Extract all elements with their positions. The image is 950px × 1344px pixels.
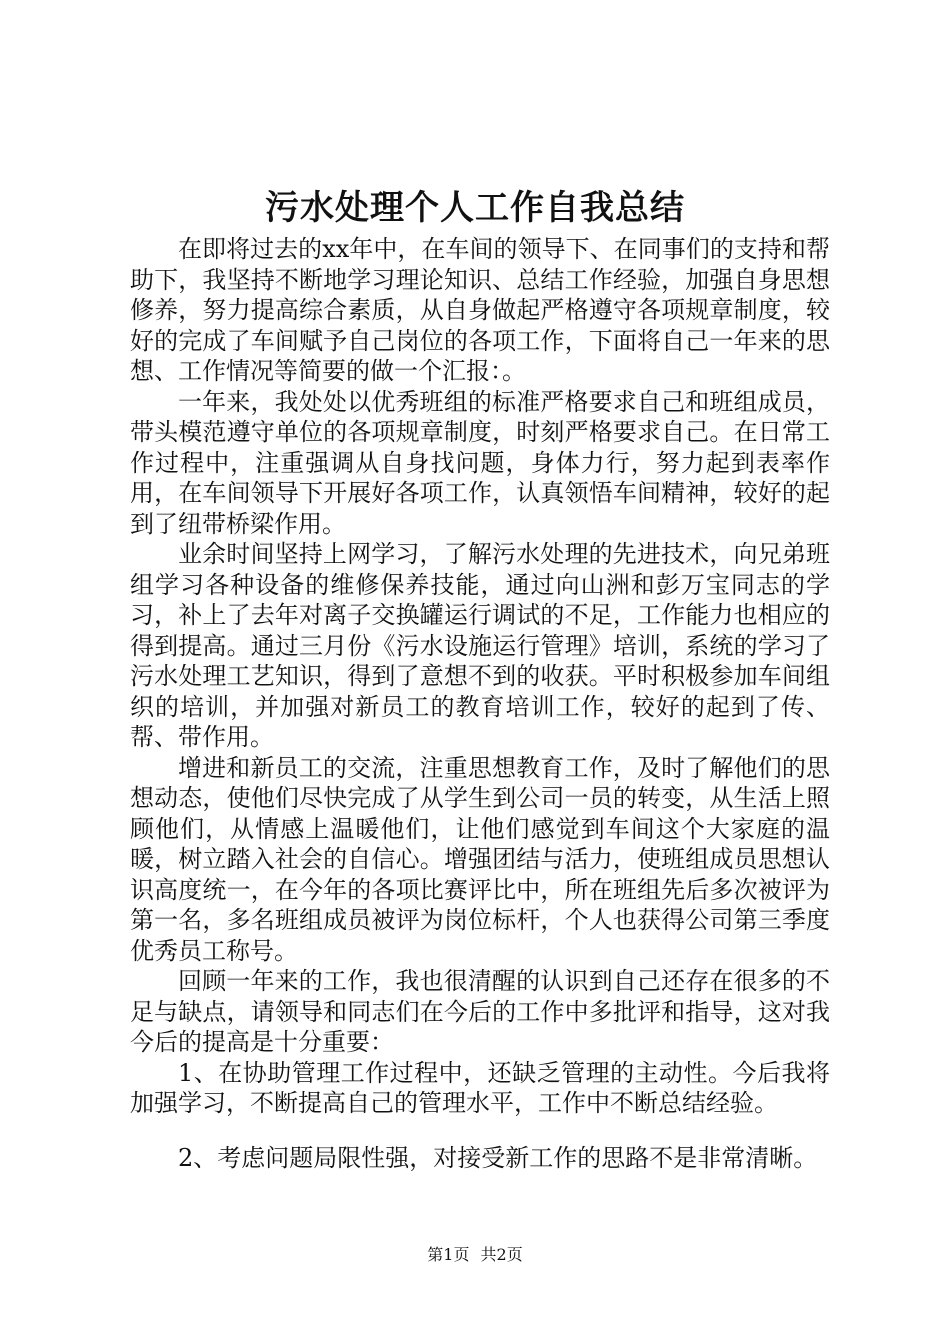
paragraph-intro: 在即将过去的xx年中，在车间的领导下、在同事们的支持和帮助下，我坚持不断地学习理论知识、总结工作经验，加强自身思想修养，努力提高综合素质，从自身做起严格遵守各项规章制度，较好的完成了车间赋予自己岗位的各项工作，下面将自己一年来的思想、工作情况等简要的做一个汇报：。 (130, 235, 830, 385)
page-total: 共2页 (480, 1245, 523, 1264)
paragraph-review: 回顾一年来的工作，我也很清醒的认识到自己还存在很多的不足与缺点，请领导和同志们在今后的工作中多批评和指导，这对我今后的提高是十分重要： (130, 967, 830, 1056)
document-title: 污水处理个人工作自我总结 (265, 188, 685, 228)
list-item-1: 1、在协助管理工作过程中，还缺乏管理的主动性。今后我将加强学习，不断提高自己的管理水平，工作中不断总结经验。 (130, 1058, 830, 1117)
document-body (130, 234, 830, 1173)
page-footer (0, 1244, 950, 1266)
paragraph-learning: 业余时间坚持上网学习，了解污水处理的先进技术，向兄弟班组学习各种设备的维修保养技能，通过向山洲和彭万宝同志的学习，补上了去年对离子交换罐运行调试的不足，工作能力也相应的得到提高。通过三月份《污水设施运行管理》培训，系统的学习了污水处理工艺知识，得到了意想不到的收获。平时积极参加车间组织的培训，并加强对新员工的教育培训工作，较好的起到了传、帮、带作用。 (130, 540, 830, 751)
page-number: 第1页 (427, 1245, 470, 1264)
list-item-2: 2、考虑问题局限性强，对接受新工作的思路不是非常清晰。 (178, 1143, 818, 1172)
paragraph-leadership: 一年来，我处处以优秀班组的标准严格要求自己和班组成员，带头模范遵守单位的各项规章制度，时刻严格要求自己。在日常工作过程中，注重强调从自身找问题，身体力行，努力起到表率作用，在车间领导下开展好各项工作，认真领悟车间精神，较好的起到了纽带桥梁作用。 (130, 387, 830, 538)
paragraph-new-staff: 增进和新员工的交流，注重思想教育工作，及时了解他们的思想动态，使他们尽快完成了从学生到公司一员的转变，从生活上照顾他们，从情感上温暖他们，让他们感觉到车间这个大家庭的温暖，树立踏入社会的自信心。增强团结与活力，使班组成员思想认识高度统一，在今年的各项比赛评比中，所在班组先后多次被评为第一名，多名班组成员被评为岗位标杆，个人也获得公司第三季度优秀员工称号。 (130, 753, 830, 965)
